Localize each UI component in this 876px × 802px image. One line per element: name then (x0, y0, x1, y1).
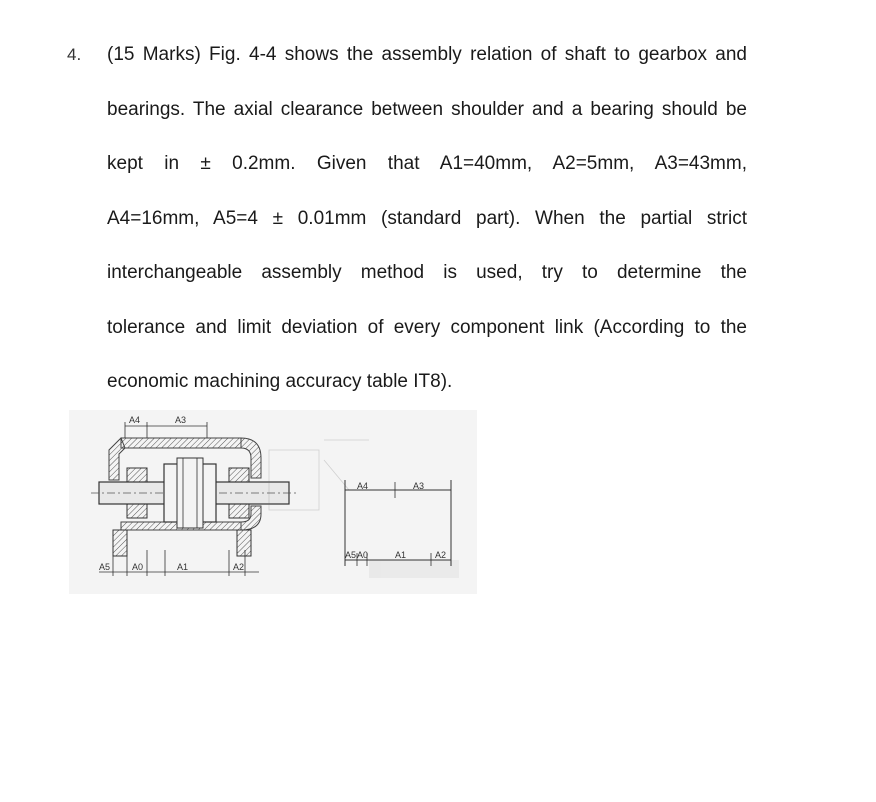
assembly-label-a4: A4 (129, 415, 141, 425)
right-bearing-bottom (229, 504, 249, 518)
question-text-line-5: interchangeable assembly method is used, try to determine the (107, 262, 747, 283)
chain-label-a2: A2 (435, 550, 447, 560)
assembly-figure (69, 410, 477, 594)
question-text-line-3: kept in ± 0.2mm. Given that A1=40mm, A2=5mm, A3=43mm, (107, 153, 747, 174)
left-bearing-top (127, 468, 147, 482)
chain-label-a0: A0 (357, 550, 369, 560)
assembly-drawing (69, 410, 477, 594)
housing-left-wall (109, 438, 125, 480)
assembly-label-a5: A5 (99, 562, 111, 572)
chain-label-a1: A1 (395, 550, 407, 560)
question-text-line-1: (15 Marks) Fig. 4-4 shows the assembly relation of shaft to gearbox and (107, 44, 747, 65)
assembly-label-a0: A0 (132, 562, 144, 572)
chain-label-a5: A5 (345, 550, 357, 560)
question-text-line-6: tolerance and limit deviation of every component link (According to the (107, 317, 747, 338)
dimension-chain-diagram (345, 480, 451, 566)
assembly-label-a1: A1 (177, 562, 189, 572)
right-end-cover (237, 530, 251, 556)
question-text-line-4: A4=16mm, A5=4 ± 0.01mm (standard part). When the partial strict (107, 208, 747, 229)
left-end-cover (113, 530, 127, 556)
chain-label-a3: A3 (413, 481, 425, 491)
left-bearing-bottom (127, 504, 147, 518)
question-text-line-2: bearings. The axial clearance between shoulder and a bearing should be (107, 99, 747, 120)
chain-label-a4: A4 (357, 481, 369, 491)
housing-top-wall (121, 438, 241, 448)
right-bearing-top (229, 468, 249, 482)
gear-body (177, 458, 203, 528)
question-text-line-7: economic machining accuracy table IT8). (107, 371, 453, 392)
gearbox-assembly-drawing (91, 415, 299, 576)
assembly-label-a2: A2 (233, 562, 245, 572)
question-number: 4. (67, 45, 82, 64)
assembly-label-a3: A3 (175, 415, 187, 425)
